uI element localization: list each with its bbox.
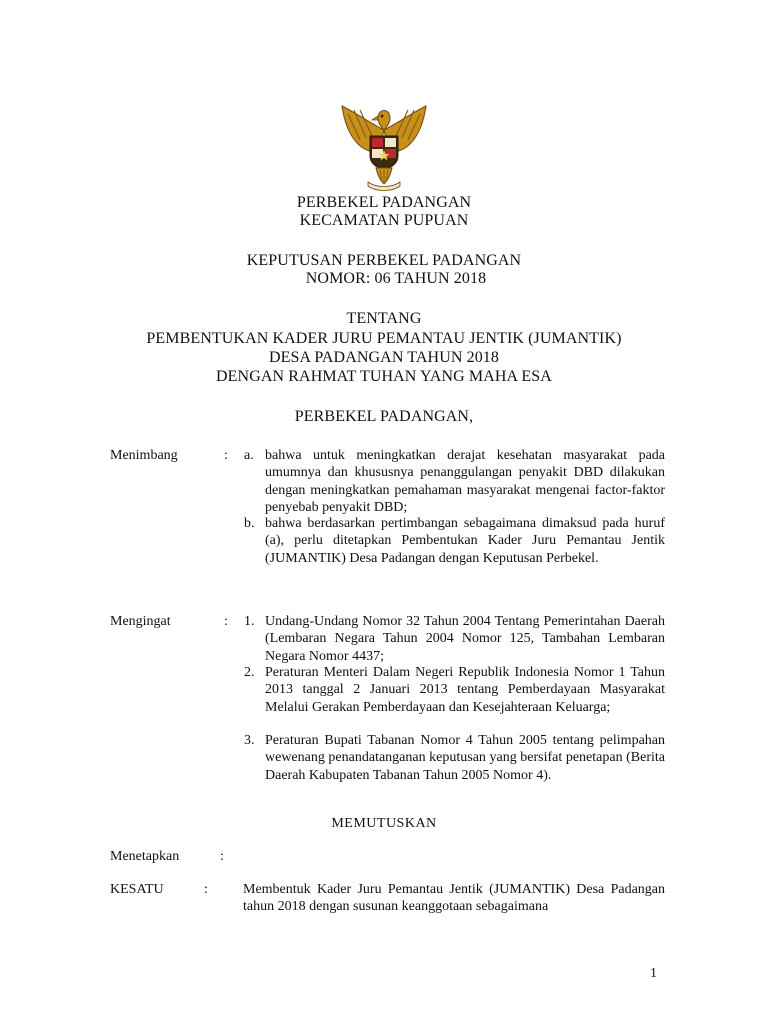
mengingat-item-3-mark: 3.	[244, 733, 255, 748]
mengingat-item-1-mark: 1.	[244, 614, 255, 629]
decree-title: KEPUTUSAN PERBEKEL PADANGAN	[246, 252, 522, 269]
page-number: 1	[650, 966, 657, 981]
mengingat-item-3-text: Peraturan Bupati Tabanan Nomor 4 Tahun 2005 tentang pelimpahan wewenang penandatanganan keputusan yang bersifat penetapan (Berita Daerah Kabupaten Tabanan Tahun 2005 Nomor 4).	[265, 733, 665, 783]
decree-number: NOMOR: 06 TAHUN 2018	[305, 270, 487, 287]
subject-line-3: DENGAN RAHMAT TUHAN YANG MAHA ESA	[216, 368, 552, 385]
issuer-line-1: PERBEKEL PADANGAN	[296, 194, 472, 211]
menetapkan-label: Menetapkan	[110, 849, 180, 864]
subject-line-1: PEMBENTUKAN KADER JURU PEMANTAU JENTIK (JUMANTIK)	[146, 330, 622, 347]
menimbang-colon: :	[224, 448, 228, 463]
memutuskan-heading: MEMUTUSKAN	[331, 816, 437, 831]
issuer-line-2: KECAMATAN PUPUAN	[299, 212, 469, 229]
menimbang-item-a-mark: a.	[244, 448, 254, 463]
mengingat-label: Mengingat	[110, 614, 171, 629]
kesatu-colon: :	[204, 882, 208, 897]
mengingat-colon: :	[224, 614, 228, 629]
mengingat-item-2-text: Peraturan Menteri Dalam Negeri Republik Indonesia Nomor 1 Tahun 2013 tanggal 2 Januari 2013 tentang Pemberdayaan Masyarakat Melalui Gerakan Pemberdayaan dan Kesejahteraan Keluarga;	[265, 665, 665, 715]
mengingat-item-2-mark: 2.	[244, 665, 255, 680]
subject-heading: TENTANG	[346, 310, 422, 327]
menetapkan-colon: :	[220, 849, 224, 864]
kesatu-label: KESATU	[110, 882, 164, 897]
menimbang-item-b-text: bahwa berdasarkan pertimbangan sebagaimana dimaksud pada huruf (a), perlu ditetapkan Pembentukan Kader Juru Pemantau Jentik (JUMANTIK) Desa Padangan dengan Keputusan Perbekel.	[265, 516, 665, 566]
garuda-emblem-icon	[334, 100, 434, 192]
authority-line: PERBEKEL PADANGAN,	[294, 408, 474, 425]
menimbang-item-b-mark: b.	[244, 516, 255, 531]
menimbang-label: Menimbang	[110, 448, 178, 463]
menimbang-item-a-text: bahwa untuk meningkatkan derajat kesehatan masyarakat pada umumnya dan khususnya penanggulangan penyakit DBD dilakukan dengan meningkatkan pemahaman masyarakat mengenai factor-faktor penyebab penyakit DBD;	[265, 448, 665, 516]
mengingat-item-1-text: Undang-Undang Nomor 32 Tahun 2004 Tentang Pemerintahan Daerah (Lembaran Negara Tahun 2004 Nomor 125, Tambahan Lembaran Negara Nomor 4437;	[265, 614, 665, 664]
subject-line-2: DESA PADANGAN TAHUN 2018	[268, 349, 500, 366]
kesatu-text: Membentuk Kader Juru Pemantau Jentik (JUMANTIK) Desa Padangan tahun 2018 dengan susunan keanggotaan sebagaimana	[243, 882, 665, 915]
